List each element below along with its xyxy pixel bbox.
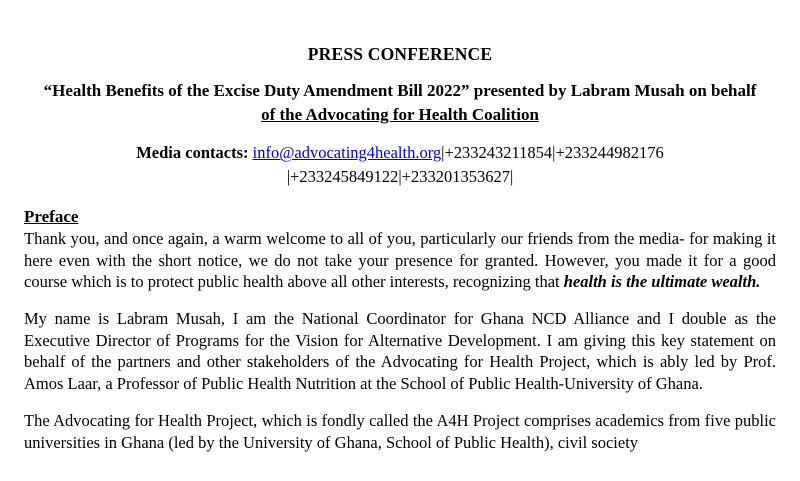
media-contact-phones-line-2: |+233245849122|+233201353627|: [286, 167, 514, 187]
document-subtitle: [24, 79, 776, 127]
paragraph-preface-emphasis: health is the ultimate wealth.: [563, 271, 761, 291]
media-contact-phones-line-1: |+233243211854|+233244982176: [441, 143, 664, 163]
subtitle-line-2: of the Advocating for Health Coalition: [261, 105, 539, 125]
paragraph-project: The Advocating for Health Project, which is fondly called the A4H Project comprises academics from five public universities in Ghana (led by the University of Ghana, School of Public Health), civil society: [24, 411, 776, 452]
media-contacts: [24, 141, 776, 189]
paragraph-preface-text: Thank you, and once again, a warm welcome to all of you, particularly our friends from the media- for making it here even with the short notice, we do not take your presence for granted. However, you made it for a good course which is to protect public health above all other interests, recognizing that: [24, 229, 776, 291]
page-title: PRESS CONFERENCE: [307, 44, 493, 64]
section-heading-preface: Preface: [24, 207, 79, 227]
media-contacts-label: Media contacts:: [136, 143, 249, 163]
subtitle-line-1: “Health Benefits of the Excise Duty Amendment Bill 2022” presented by Labram Musah on behalf: [43, 81, 757, 100]
media-contact-email-link[interactable]: info@advocating4health.org: [252, 143, 442, 163]
paragraph-introduction: My name is Labram Musah, I am the National Coordinator for Ghana NCD Alliance and I double as the Executive Director of Programs for the Vision for Alternative Development. I am giving this key statement on behalf of the partners and other stakeholders of the Advocating for Health Project, which is ably led by Prof. Amos Laar, a Professor of Public Health Nutrition at the School of Public Health-University of Ghana.: [24, 309, 776, 393]
paragraph-preface: [24, 228, 776, 292]
